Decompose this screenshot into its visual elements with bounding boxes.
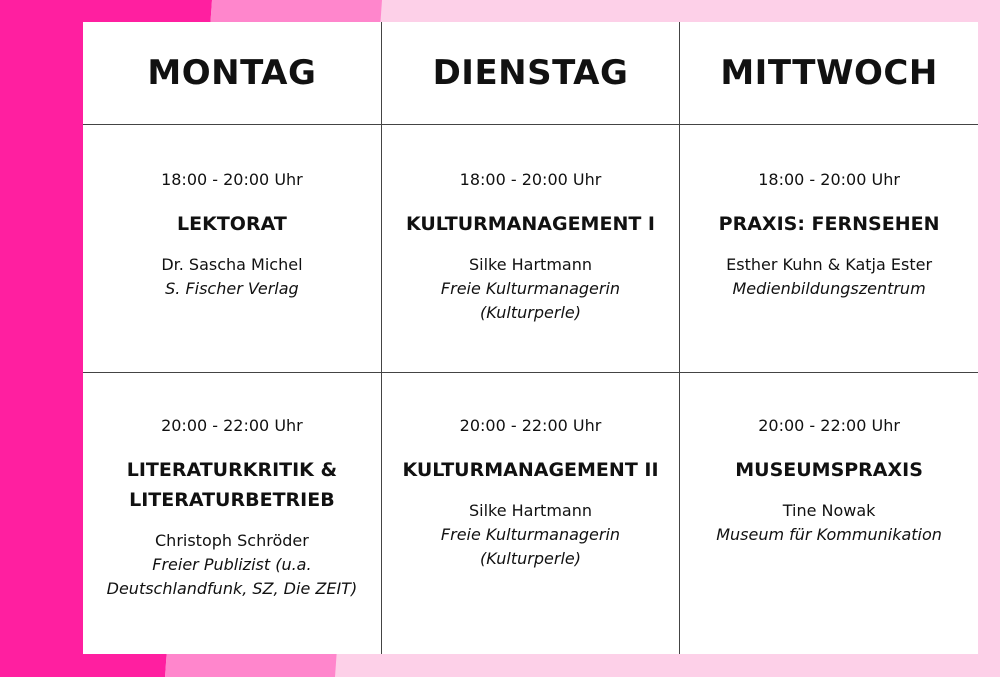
slot-time: 18:00 - 20:00 Uhr	[758, 170, 900, 189]
slot-title: KULTURMANAGEMENT I	[405, 213, 655, 235]
slot-speaker: Tine Nowak	[782, 500, 876, 520]
day-header-montag: MONTAG	[83, 22, 381, 125]
day-header-mittwoch: MITTWOCH	[680, 22, 978, 125]
slot-time: 18:00 - 20:00 Uhr	[459, 170, 602, 189]
slot-time: 18:00 - 20:00 Uhr	[161, 170, 303, 189]
slot-speaker: Silke Hartmann	[468, 255, 592, 274]
schedule-panel	[83, 22, 978, 654]
slot-title: KULTURMANAGEMENT II	[402, 458, 659, 481]
schedule-cell	[680, 372, 978, 654]
slot-affiliation: Freie Kulturmanagerin (Kulturperle)	[440, 279, 621, 322]
schedule-row-late	[83, 372, 978, 654]
slot-title: LEKTORAT	[177, 213, 287, 235]
background-right-strip	[980, 0, 1000, 677]
slot-speaker: Christoph Schröder	[155, 530, 309, 550]
schedule-cell	[381, 125, 679, 373]
slot-time: 20:00 - 22:00 Uhr	[161, 415, 303, 435]
slot-speaker: Dr. Sascha Michel	[161, 255, 303, 274]
schedule-cell	[381, 372, 679, 654]
slot-affiliation: Freie Kulturmanagerin (Kulturperle)	[440, 524, 621, 568]
slot-title: LITERATURKRITIK & LITERATURBETRIEB	[126, 458, 338, 511]
slot-time: 20:00 - 22:00 Uhr	[459, 415, 602, 435]
schedule-cell	[83, 372, 381, 654]
slot-title: MUSEUMSPRAXIS	[735, 458, 923, 481]
slot-speaker: Silke Hartmann	[468, 500, 592, 520]
slot-affiliation: S. Fischer Verlag	[165, 279, 299, 298]
slot-affiliation: Medienbildungszentrum	[732, 279, 926, 298]
schedule-cell	[83, 125, 381, 373]
slot-affiliation: Museum für Kommunikation	[716, 524, 942, 544]
slot-affiliation: Freier Publizist (u.a. Deutschlandfunk, SZ, Die ZEIT)	[106, 554, 358, 598]
slot-time: 20:00 - 22:00 Uhr	[758, 415, 900, 435]
schedule-table	[83, 22, 978, 654]
slot-speaker: Esther Kuhn & Katja Ester	[726, 255, 933, 274]
schedule-row-early	[83, 125, 978, 373]
day-header-dienstag: DIENSTAG	[381, 22, 679, 125]
schedule-cell	[680, 125, 978, 373]
day-header-row	[83, 22, 978, 125]
slot-title: PRAXIS: FERNSEHEN	[718, 213, 940, 235]
